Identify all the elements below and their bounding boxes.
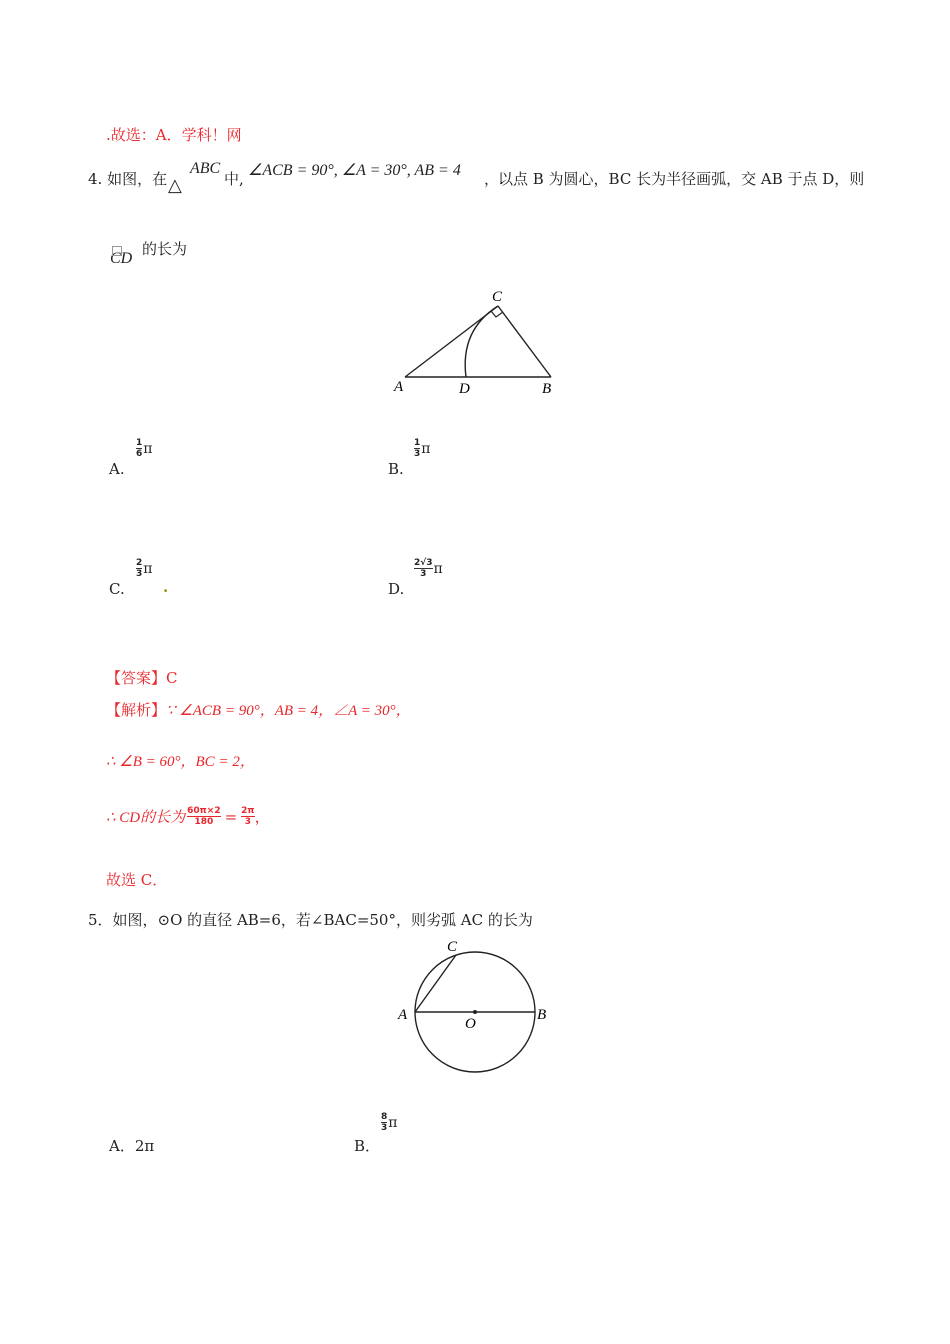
- side-cb: [498, 306, 551, 377]
- label-d: D: [459, 381, 470, 397]
- option-d-value[interactable]: $\frac{2√3}{3}$ π: [414, 558, 443, 579]
- triangle-symbol: △: [168, 175, 182, 196]
- center-point: [473, 1010, 477, 1014]
- q4-triangle-figure: [388, 285, 563, 400]
- conclusion: 故选 C．: [106, 871, 168, 889]
- analysis-line-1: 【解析】∵ ∠ACB = 90°，AB = 4，∠A = 30°，: [106, 701, 411, 719]
- label-c: C: [447, 939, 458, 955]
- option-b-label[interactable]: B.: [388, 460, 404, 478]
- label-a: A: [398, 1007, 408, 1023]
- previous-answer-note: .故选：A．学科！网: [106, 126, 242, 144]
- q4-arc-cd: CD: [110, 250, 133, 267]
- q5-option-b-label[interactable]: B．: [354, 1137, 381, 1155]
- label-b: B: [537, 1007, 547, 1023]
- option-b-value[interactable]: $\frac{1}{3}$ π: [414, 438, 431, 459]
- q5-option-a[interactable]: [109, 1135, 154, 1156]
- q4-mid-text: 中,: [224, 170, 244, 188]
- option-d-label[interactable]: D.: [388, 580, 405, 598]
- right-angle-mark: [491, 311, 503, 317]
- label-o: O: [465, 1016, 476, 1032]
- label-a: A: [394, 379, 404, 395]
- analysis-tag: 【解析】: [106, 701, 167, 719]
- option-a-value[interactable]: $\frac{1}{6}$ π: [136, 438, 153, 459]
- q5-option-b-value[interactable]: $\frac{8}{3}$ π: [381, 1112, 398, 1133]
- chord-ac: [415, 955, 456, 1012]
- arc-symbol-placeholder: [112, 246, 122, 256]
- q4-arc-tail: 的长为: [142, 240, 188, 258]
- option-c-label[interactable]: C.: [109, 580, 125, 598]
- label-c: C: [492, 289, 503, 305]
- answer-line: [106, 667, 178, 688]
- option-c-value[interactable]: $\frac{2}{3}$ π: [136, 558, 153, 579]
- q5-circle-figure: [390, 933, 560, 1078]
- answer-value: C: [166, 669, 178, 687]
- q4-stem-rest: 以点 B 为圆心，BC 长为半径画弧，交 AB 于点 D，则: [498, 170, 865, 188]
- q5-option-a-label: A．: [109, 1137, 135, 1155]
- option-a-label[interactable]: A.: [109, 460, 125, 478]
- q4-stem-prefix: 4. 如图，在: [88, 170, 168, 188]
- q5-option-a-value: 2π: [134, 1137, 155, 1155]
- analysis-line-3: ∴ CD的长为 $\frac{60\pi\times 2}{180}$ = $\frac{2\pi}{3}$ ，: [106, 806, 270, 827]
- q4-triangle-name: ABC: [190, 160, 221, 177]
- q5-stem: 5．如图，⊙O 的直径 AB=6，若∠BAC=50°，则劣弧 AC 的长为: [88, 911, 533, 929]
- arc-cd: [465, 306, 498, 377]
- analysis-line-2: ∴ ∠B = 60°，BC = 2，: [106, 754, 255, 770]
- q4-separator: ，.: [484, 170, 504, 188]
- q4-conditions: ∠ACB = 90°, ∠A = 30°, AB = 4: [248, 162, 461, 179]
- option-c-mark: .: [163, 578, 169, 596]
- label-b: B: [542, 381, 552, 397]
- answer-tag: 【答案】: [106, 669, 167, 687]
